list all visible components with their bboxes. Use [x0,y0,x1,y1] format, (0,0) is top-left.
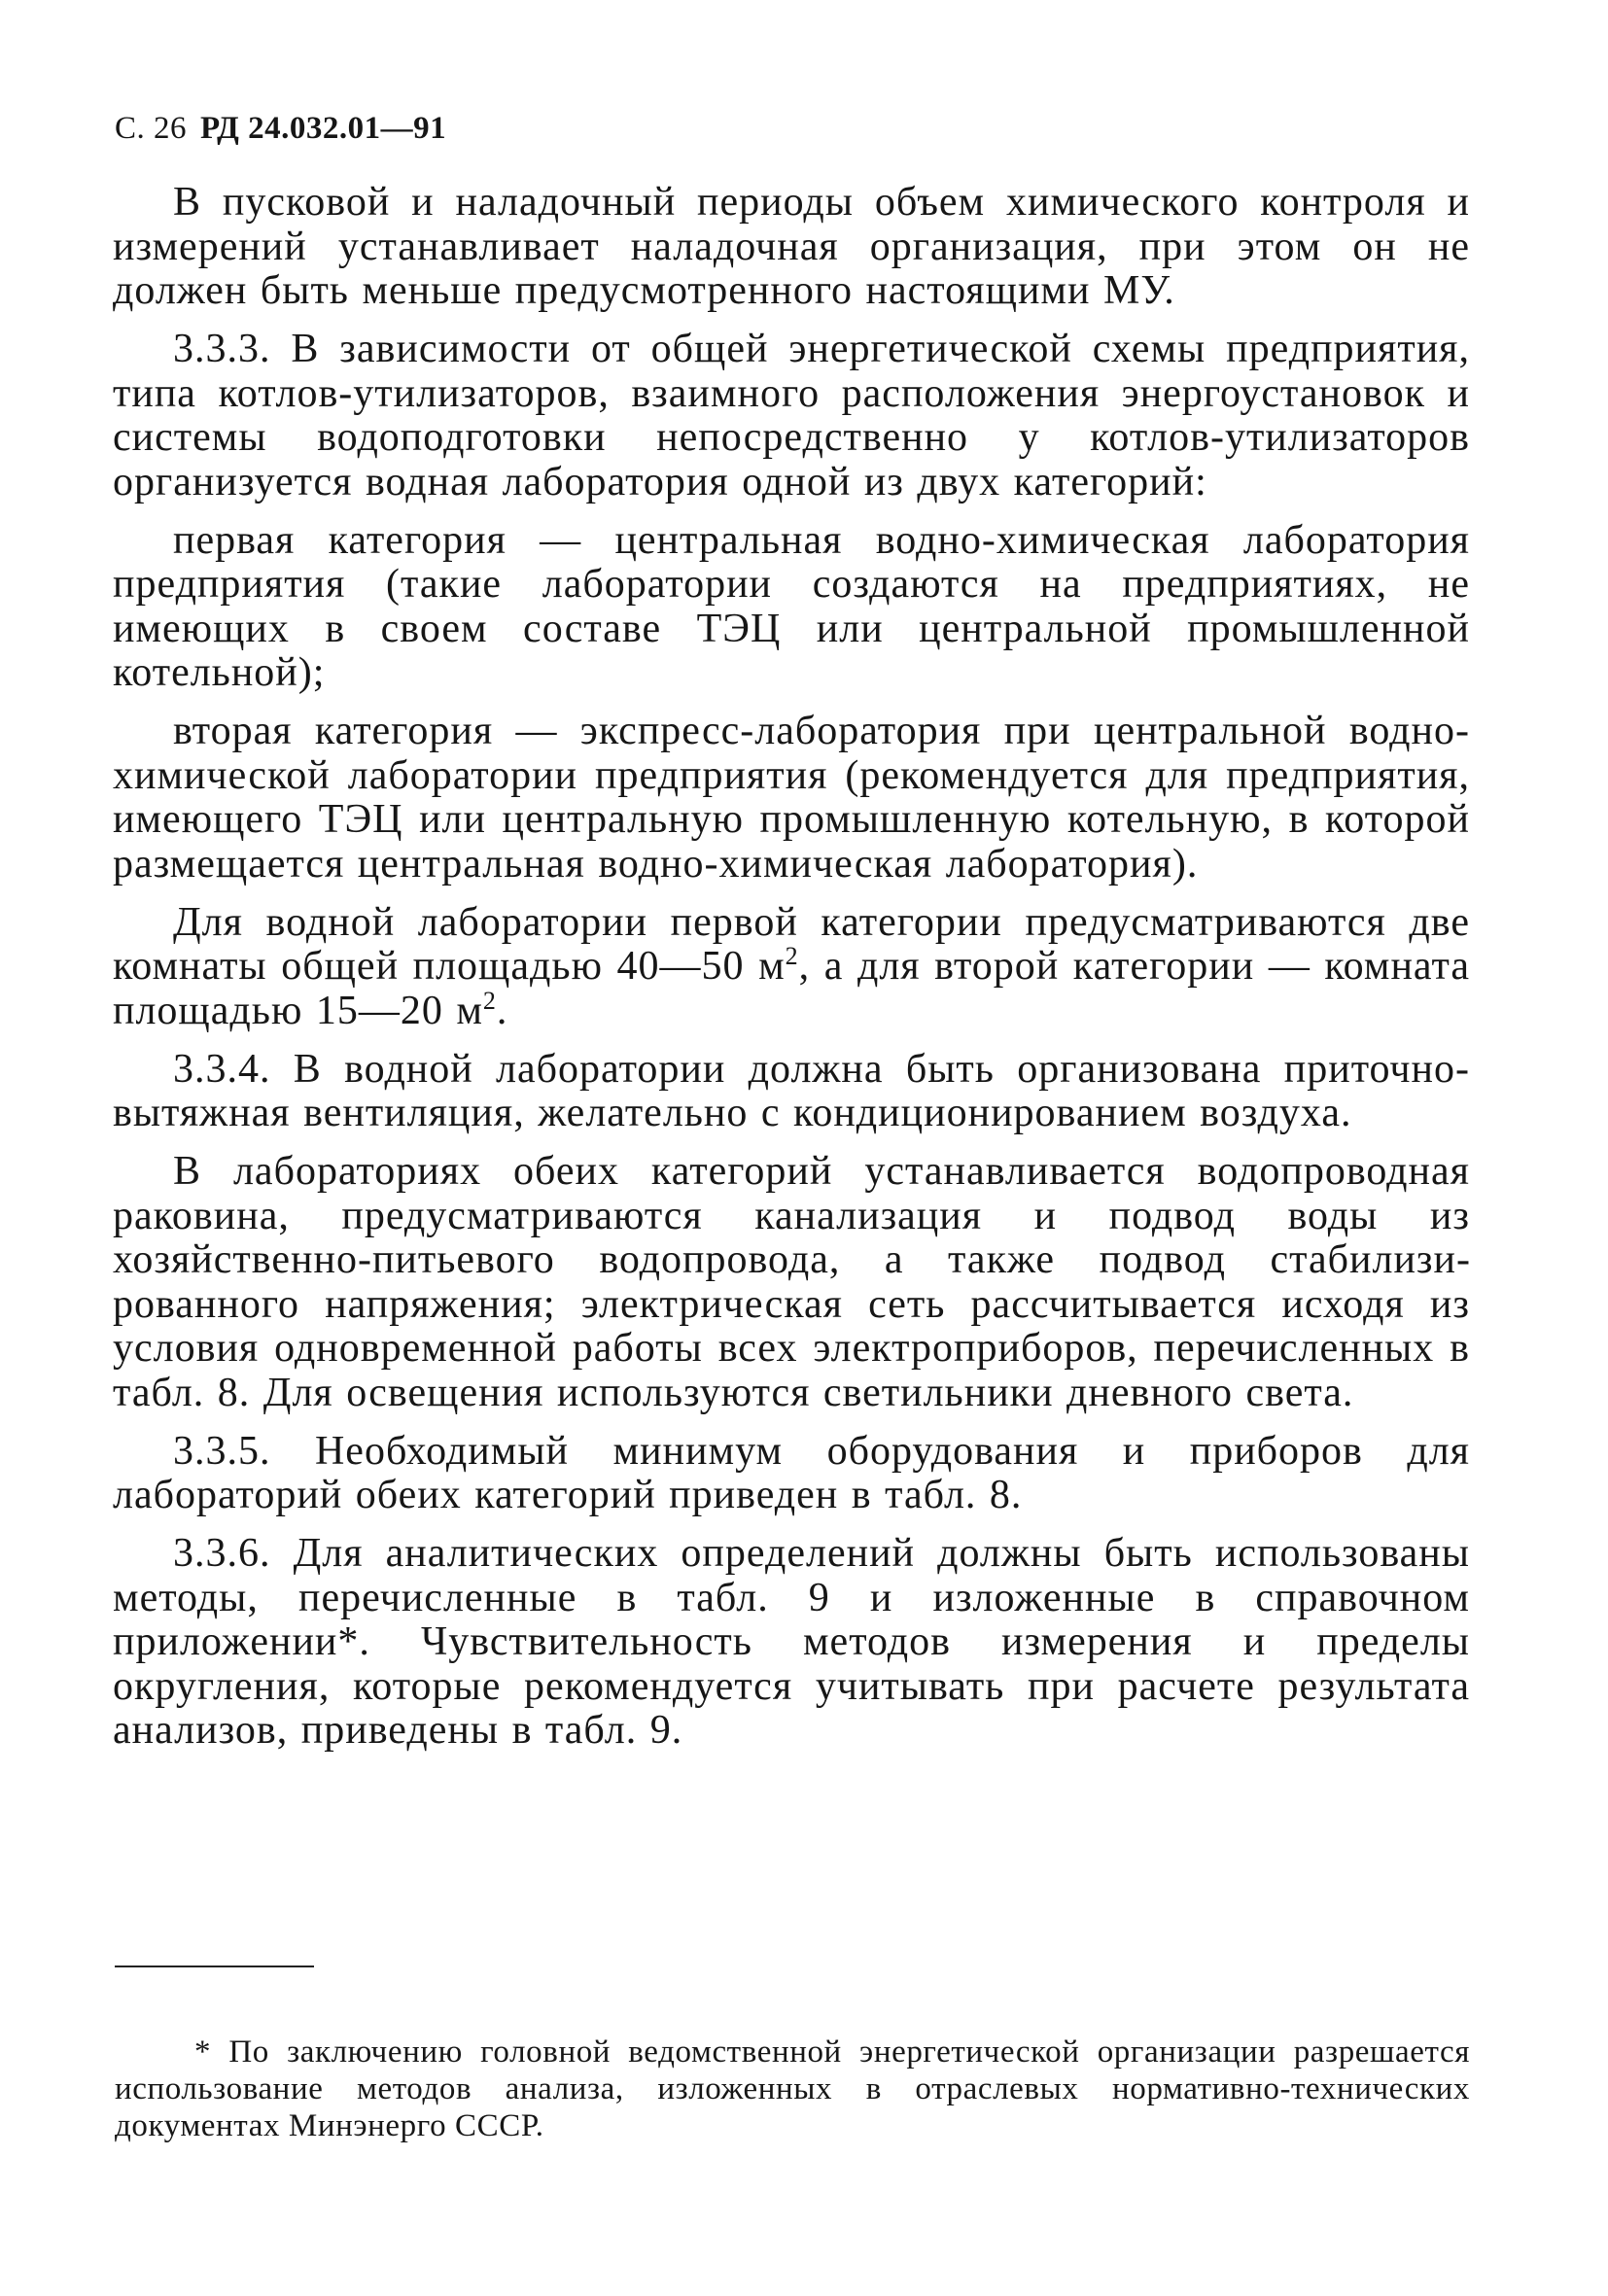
superscript-2: 2 [785,942,799,970]
paragraph-lab-utilities: В лабораториях обеих категорий устанавливается водопроводная раковина, предусматриваются канализация и подвод воды из хозяйственно-питьевого водопровода, а также подвод стабилизированного напряжения; электрическая сеть рассчитывается исходя из условия одновременной работы всех электроприборов, перечисленных в табл. 8. Для освещения используются светильники дневного света. [113,1149,1470,1415]
paragraph-3-3-6: 3.3.6. Для аналитических определений должны быть использованы методы, перечисленные в табл. 9 и изложенные в справочном приложении*. Чувствительность методов измерения и пределы округления, которые рекомендуется учитывать при расчете результата анализов, приведены в табл. 9. [113,1531,1470,1753]
superscript-2: 2 [482,986,497,1015]
paragraph-second-category: вторая категория — экспресс-лаборатория при центральной водно-химической лаборатории предприятия (рекомендуется для предприятия, имеющего ТЭЦ или центральную промышленную котельную, в которой размещается центральная водно-химическая лаборатория). [113,709,1470,887]
main-text [113,181,1470,1767]
footnote-divider [115,1966,314,1967]
paragraph-startup-period: В пусковой и наладочный периоды объем химического контроля и измерений устанавливает наладочная организация, при этом он не должен быть меньше предусмотренного настоящими МУ. [113,180,1470,313]
paragraph-first-category: первая категория — центральная водно-химическая лаборатория предприятия (такие лаборатории создаются на предприятиях, не имеющих в своем составе ТЭЦ или центральной промышленной котельной); [113,517,1470,695]
lab-area-text-3: . [496,988,508,1033]
lab-area-text-2: , а для второй категории — комната площадью 15—20 м [113,944,1470,1033]
running-header [115,109,446,148]
paragraph-3-3-5: 3.3.5. Необходимый минимум оборудования и приборов для лабораторий обеих категорий приведен в табл. 8. [113,1428,1470,1517]
page-number: С. 26 [115,111,188,146]
document-code: РД 24.032.01—91 [200,111,447,146]
paragraph-lab-area [113,901,1470,1034]
paragraph-3-3-3: 3.3.3. В зависимости от общей энергетической схемы предприятия, типа котлов-утилизаторов, взаимного расположения энергоустановок и системы водоподготовки непосредственно у котлов-утилизаторов организуется водная лаборатория одной из двух категорий: [113,327,1470,504]
paragraph-3-3-4: 3.3.4. В водной лаборатории должна быть организована приточно-вытяжная вентиляция, желательно с кондиционированием воздуха. [113,1046,1470,1135]
lab-area-text-1: Для водной лаборатории первой категории предусматриваются две комнаты общей площадью 40—50 м [113,899,1470,989]
footnote: * По заключению головной ведомственной энергетической организации разрешается использование методов анализа, изложенных в отраслевых нормативно-технических документах Минэнерго СССР. [115,2035,1470,2143]
